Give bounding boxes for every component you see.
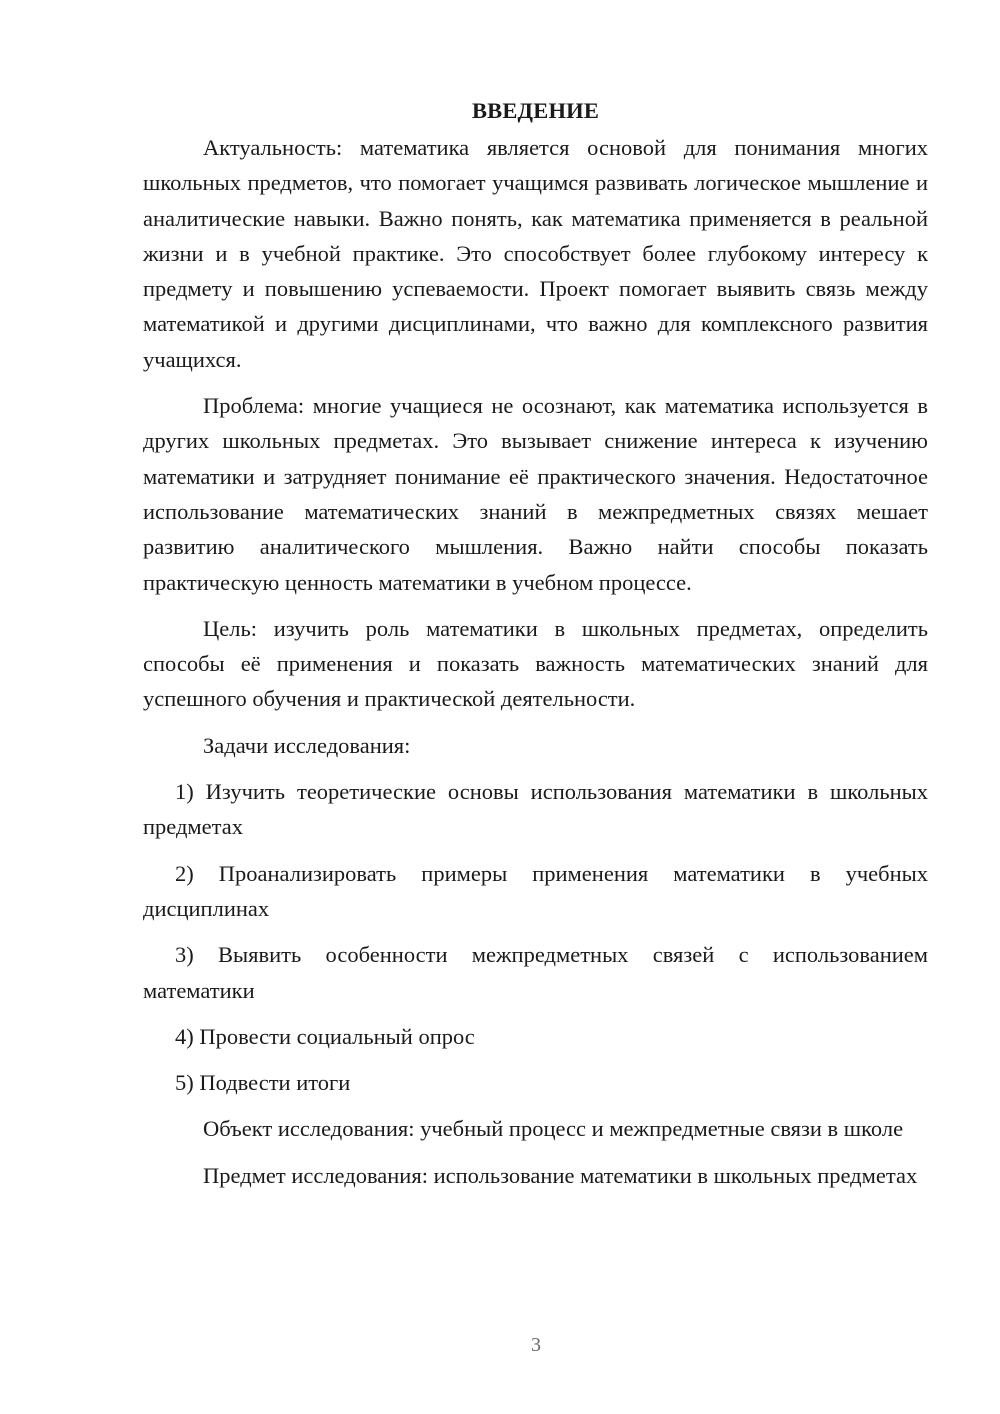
task-item-4: 4) Провести социальный опрос <box>175 1023 475 1049</box>
tasks-list <box>143 774 928 1100</box>
task-item-1: 1) Изучить теоретические основы использования математики в школьных предметах <box>143 779 928 840</box>
section-heading: ВВЕДЕНИЕ <box>471 98 600 123</box>
object-paragraph: Объект исследования: учебный процесс и межпредметные связи в школе <box>203 1116 904 1142</box>
relevance-paragraph: Актуальность: математика является основой для понимания многих школьных предметов, что помогает учащимся развивать логическое мышление и аналитические навыки. Важно понять, как математика применяется в реальной жизни и в учебной практике. Это способствует более глубокому интересу к предмету и повышению успеваемости. Проект помогает выявить связь между математикой и другими дисциплинами, что важно для комплексного развития учащихся. <box>143 135 928 372</box>
task-item-2: 2) Проанализировать примеры применения математики в учебных дисциплинах <box>143 860 928 921</box>
page-number: 3 <box>531 1334 541 1356</box>
tasks-title: Задачи исследования: <box>203 732 411 758</box>
goal-paragraph: Цель: изучить роль математики в школьных предметах, определить способы её применения и показать важность математических знаний для успешного обучения и практической деятельности. <box>143 615 928 712</box>
problem-paragraph: Проблема: многие учащиеся не осознают, как математика используется в других школьных предметах. Это вызывает снижение интереса к изучению математики и затрудняет понимание её практического значения. Недостаточное использование математических знаний в межпредметных связях мешает развитию аналитического мышления. Важно найти способы показать практическую ценность математики в учебном процессе. <box>143 393 928 595</box>
task-item-3: 3) Выявить особенности межпредметных связей с использованием математики <box>143 942 928 1003</box>
task-item-5: 5) Подвести итоги <box>175 1070 351 1096</box>
page-content <box>143 96 928 1204</box>
subject-paragraph: Предмет исследования: использование математики в школьных предметах <box>203 1162 918 1188</box>
